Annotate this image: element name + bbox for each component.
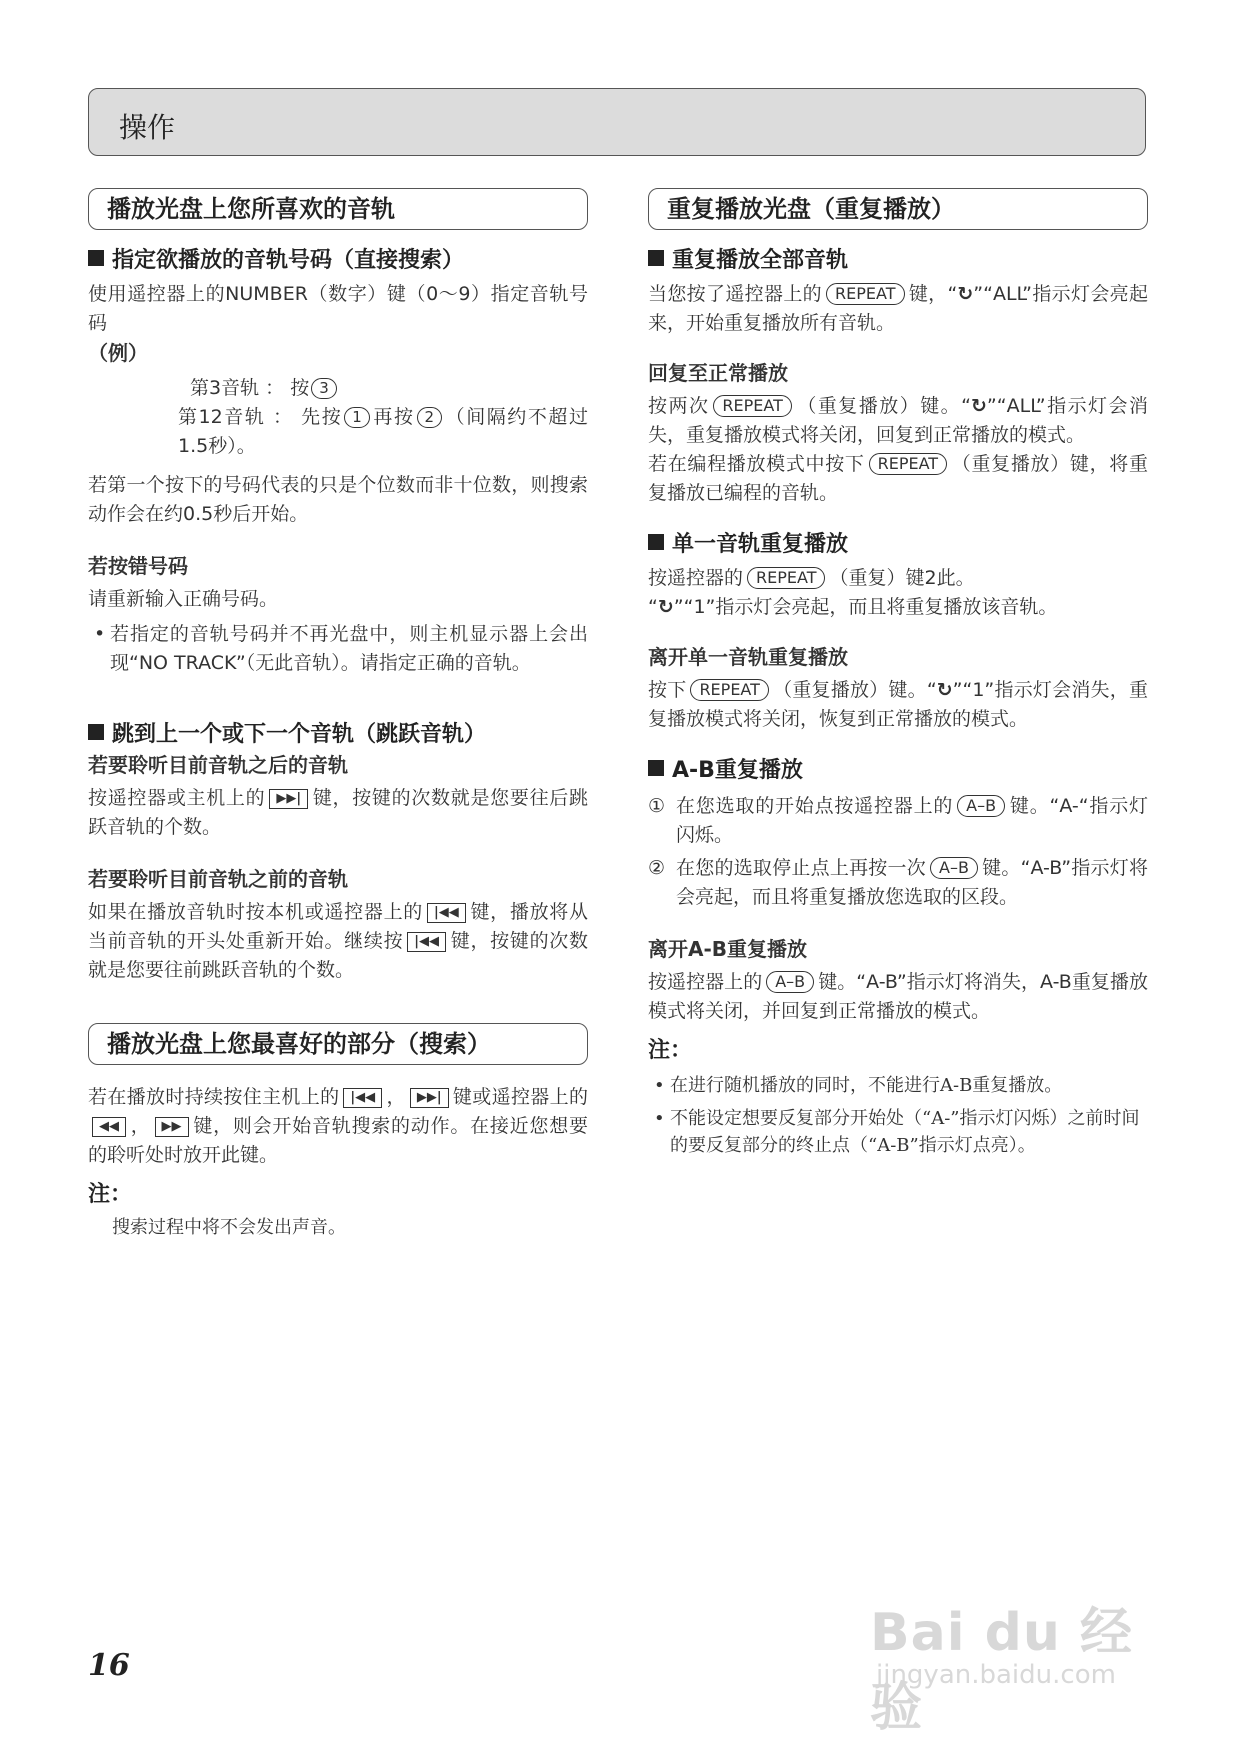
paragraph-back-to-normal: 按两次 REPEAT （重复播放）键。“↻”“ALL”指示灯会消失，重复播放模式将关闭，回复到正常播放的模式。 — [648, 395, 1148, 446]
paragraph-exit-ab: 按遥控器上的 A–B 键。“A-B”指示灯将消失，A-B重复播放模式将关闭，并回复到正常播放的模式。 — [648, 971, 1148, 1022]
repeat-key-icon: REPEAT — [869, 453, 947, 475]
paragraph-exit-single: 按下 REPEAT （重复播放）键。“↻”“1”指示灯会消失，重复播放模式将关闭，恢复到正常播放的模式。 — [648, 679, 1148, 730]
heading-exit-ab: 离开A-B重复播放 — [648, 937, 808, 961]
key-3-icon: 3 — [311, 378, 337, 399]
note-label: 注： — [88, 1182, 133, 1207]
section-title-repeat: 重复播放光盘（重复播放） — [648, 188, 1148, 230]
example-row-2: 第12音轨 ： 先按 1 再按 2 （间隔约不超过1.5秒）。 — [178, 406, 588, 457]
watermark-url: jingyan.baidu.com — [876, 1660, 1116, 1690]
ab-key-icon: A–B — [930, 857, 978, 879]
skip-next-icon: ▶▶| — [269, 789, 308, 809]
repeat-key-icon: REPEAT — [713, 395, 791, 417]
skip-next-icon: ▶▶| — [410, 1088, 449, 1108]
paragraph-program-repeat: 若在编程播放模式中按下 REPEAT （重复播放）键，将重复播放已编程的音轨。 — [648, 453, 1148, 504]
paragraph-repeat-all: 当您按了遥控器上的 REPEAT 键，“↻”“ALL”指示灯会亮起来，开始重复播放所有音轨。 — [648, 283, 1148, 334]
heading-exit-single: 离开单一音轨重复播放 — [648, 645, 848, 669]
repeat-icon: ↻ — [971, 395, 987, 417]
page-title: 操作 — [119, 111, 176, 144]
heading-next-track: 若要聆听目前音轨之后的音轨 — [88, 753, 348, 777]
section-title-favorite-tracks: 播放光盘上您所喜欢的音轨 — [88, 188, 588, 230]
repeat-icon: ↻ — [957, 283, 974, 305]
heading-back-to-normal: 回复至正常播放 — [648, 361, 788, 385]
repeat-icon: ↻ — [657, 596, 674, 618]
left-column — [88, 188, 588, 1241]
ab-key-icon: A–B — [766, 971, 814, 993]
fast-forward-icon: ▶▶ — [155, 1117, 189, 1137]
watermark-logo: Bai du 经验 — [870, 1603, 1133, 1738]
section-title-search: 播放光盘上您最喜好的部分（搜索） — [88, 1023, 588, 1065]
baidu-watermark — [870, 1590, 1170, 1738]
page-number: 16 — [88, 1648, 130, 1683]
example-row-1: 第3音轨 ： 按 3 — [88, 374, 588, 403]
heading-ab-repeat: A-B重复播放 — [648, 756, 1148, 786]
note-1: • 在进行随机播放的同时，不能进行A-B重复播放。 — [648, 1072, 1148, 1099]
paragraph-direct-search: 使用遥控器上的NUMBER（数字）键（0～9）指定音轨号码 — [88, 283, 588, 334]
heading-single-repeat: 单一音轨重复播放 — [648, 530, 1148, 560]
square-bullet-icon — [648, 760, 664, 776]
paragraph-prev-track: 如果在播放音轨时按本机或遥控器上的 |◀◀ 键，播放将从当前音轨的开头处重新开始。继续按 |◀◀ 键，按键的次数就是您要往前跳跃音轨的个数。 — [88, 901, 588, 981]
square-bullet-icon — [88, 250, 104, 266]
key-1-icon: 1 — [344, 407, 370, 428]
bullet-no-track: • 若指定的音轨号码并不再光盘中，则主机显示器上会出现“NO TRACK”（无此音轨）。请指定正确的音轨。 — [88, 620, 588, 678]
square-bullet-icon — [88, 724, 104, 740]
note-search: 搜索过程中将不会发出声音。 — [112, 1217, 346, 1238]
repeat-key-icon: REPEAT — [826, 283, 904, 305]
paragraph-single-repeat: 按遥控器的 REPEAT （重复）键2此。 “↻”“1”指示灯会亮起，而且将重复播放该音轨。 — [648, 567, 1058, 618]
note-2: • 不能设定想要反复部分开始处（“A-”指示灯闪烁）之前时间的要反复部分的终止点（“A-B”指示灯点亮）。 — [648, 1105, 1148, 1159]
key-2-icon: 2 — [417, 407, 443, 428]
ab-step-1: ① 在您选取的开始点按遥控器上的 A–B 键。“A-“指示灯闪烁。 — [648, 795, 1148, 846]
skip-prev-icon: |◀◀ — [343, 1088, 382, 1108]
rewind-icon: ◀◀ — [92, 1117, 126, 1137]
right-column — [648, 188, 1148, 1159]
repeat-key-icon: REPEAT — [690, 679, 768, 701]
heading-direct-search: 指定欲播放的音轨号码（直接搜索） — [88, 246, 588, 276]
skip-prev-icon: |◀◀ — [407, 932, 446, 952]
skip-prev-icon: |◀◀ — [427, 903, 466, 923]
paragraph-next-track: 按遥控器或主机上的 ▶▶| 键，按键的次数就是您要往后跳跃音轨的个数。 — [88, 787, 588, 838]
repeat-key-icon: REPEAT — [747, 567, 825, 589]
paragraph-search: 若在播放时持续按住主机上的 |◀◀ ， ▶▶| 键或遥控器上的◀◀ ， ▶▶ 键，则会开始音轨搜索的动作。在接近您想要的聆听处时放开此键。 — [88, 1086, 588, 1166]
paragraph-wrong-number: 请重新输入正确号码。 — [88, 588, 279, 610]
heading-skip-track: 跳到上一个或下一个音轨（跳跃音轨） — [88, 720, 588, 750]
paragraph-direct-search-note: 若第一个按下的号码代表的只是个位数而非十位数，则搜索动作会在约0.5秒后开始。 — [88, 474, 588, 525]
square-bullet-icon — [648, 250, 664, 266]
ab-step-2: ② 在您的选取停止点上再按一次 A–B 键。“A-B”指示灯将会亮起，而且将重复播放您选取的区段。 — [648, 857, 1148, 908]
heading-repeat-all: 重复播放全部音轨 — [648, 246, 1148, 276]
heading-prev-track: 若要聆听目前音轨之前的音轨 — [88, 867, 348, 891]
header-bar — [88, 88, 1146, 156]
ab-key-icon: A–B — [957, 795, 1005, 817]
heading-wrong-number: 若按错号码 — [88, 554, 188, 578]
repeat-icon: ↻ — [936, 679, 953, 701]
square-bullet-icon — [648, 534, 664, 550]
example-label: （例） — [88, 341, 148, 365]
note-label: 注： — [648, 1038, 693, 1063]
